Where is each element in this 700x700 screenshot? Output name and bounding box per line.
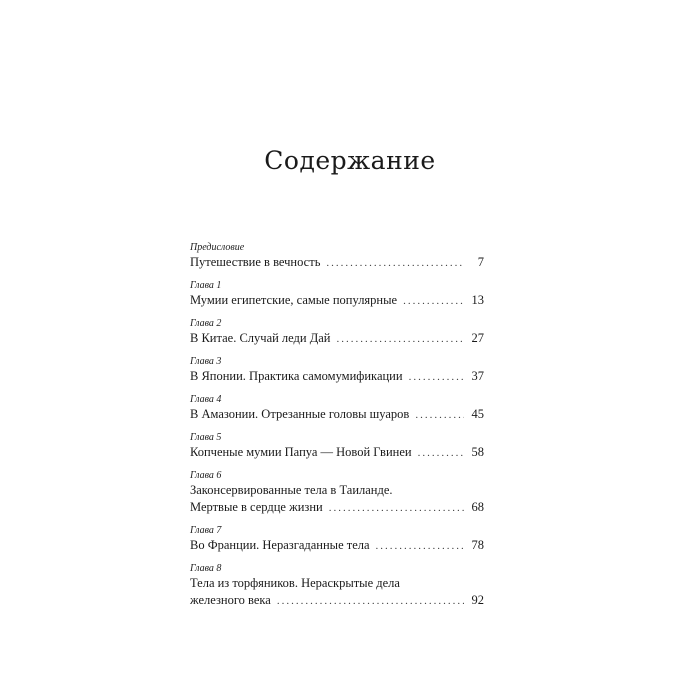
dot-leader (337, 331, 465, 348)
toc-entry-label: Глава 7 (190, 525, 222, 536)
toc-entry-chapter-7 (190, 524, 484, 555)
toc-entry-page: 92 (471, 593, 484, 607)
toc-entry-chapter-4 (190, 393, 484, 424)
toc-entry-title: Мертвые в сердце жизни (190, 500, 323, 514)
dot-leader (409, 369, 464, 386)
toc-entry-label: Глава 3 (190, 356, 222, 367)
toc-entry-label: Глава 4 (190, 394, 222, 405)
toc-entry-chapter-5 (190, 431, 484, 462)
toc-entry-page: 68 (471, 500, 484, 514)
toc-entry-label: Глава 2 (190, 318, 222, 329)
toc-entry-label: Предисловие (190, 242, 245, 253)
dot-leader (326, 255, 464, 272)
toc-entry-preface (190, 241, 484, 272)
dot-leader (418, 445, 464, 462)
toc-entry-label: Глава 5 (190, 432, 222, 443)
toc-entry-title: Копченые мумии Папуа — Новой Гвинеи (190, 445, 412, 459)
toc-entry-line (190, 537, 484, 555)
toc-entry-title: Мумии египетские, самые популярные (190, 293, 398, 307)
toc-entry-line (190, 444, 484, 462)
dot-leader (376, 538, 464, 555)
toc-entry-page: 45 (471, 407, 484, 421)
toc-entry-title: В Китае. Случай леди Дай (190, 331, 331, 345)
toc-entry-line (190, 254, 484, 272)
toc-entry-page: 27 (471, 331, 484, 345)
table-of-contents (190, 241, 484, 617)
toc-entry-page: 78 (471, 538, 484, 552)
toc-entry-page: 13 (471, 293, 484, 307)
toc-entry-line (190, 368, 484, 386)
toc-entry-chapter-2 (190, 317, 484, 348)
toc-entry-line (190, 330, 484, 348)
toc-entry-chapter-6 (190, 469, 484, 517)
page-title: Содержание (264, 146, 436, 175)
dot-leader (415, 407, 464, 424)
toc-entry-line (190, 499, 484, 517)
toc-entry-label: Глава 8 (190, 563, 222, 574)
toc-entry-page: 7 (477, 255, 484, 269)
toc-entry-line (190, 292, 484, 310)
toc-entry-chapter-1 (190, 279, 484, 310)
toc-entry-line (190, 592, 484, 610)
toc-entry-chapter-3 (190, 355, 484, 386)
toc-entry-label: Глава 6 (190, 470, 222, 481)
toc-entry-page: 58 (471, 445, 484, 459)
toc-entry-line (190, 406, 484, 424)
toc-entry-chapter-8 (190, 562, 484, 610)
dot-leader (277, 593, 464, 610)
toc-entry-page: 37 (471, 369, 484, 383)
toc-entry-title-line-1: Законсервированные тела в Таиланде. (190, 483, 393, 497)
toc-entry-title: Путешествие в вечность (190, 255, 321, 269)
toc-entry-title-line-1: Тела из торфяников. Нераскрытые дела (190, 576, 400, 590)
dot-leader (403, 293, 464, 310)
toc-entry-title: В Амазонии. Отрезанные головы шуаров (190, 407, 410, 421)
toc-entry-title: В Японии. Практика самомумификации (190, 369, 403, 383)
toc-entry-title: Во Франции. Неразгаданные тела (190, 538, 370, 552)
toc-entry-label: Глава 1 (190, 280, 222, 291)
toc-entry-title: железного века (190, 593, 271, 607)
dot-leader (329, 500, 464, 517)
